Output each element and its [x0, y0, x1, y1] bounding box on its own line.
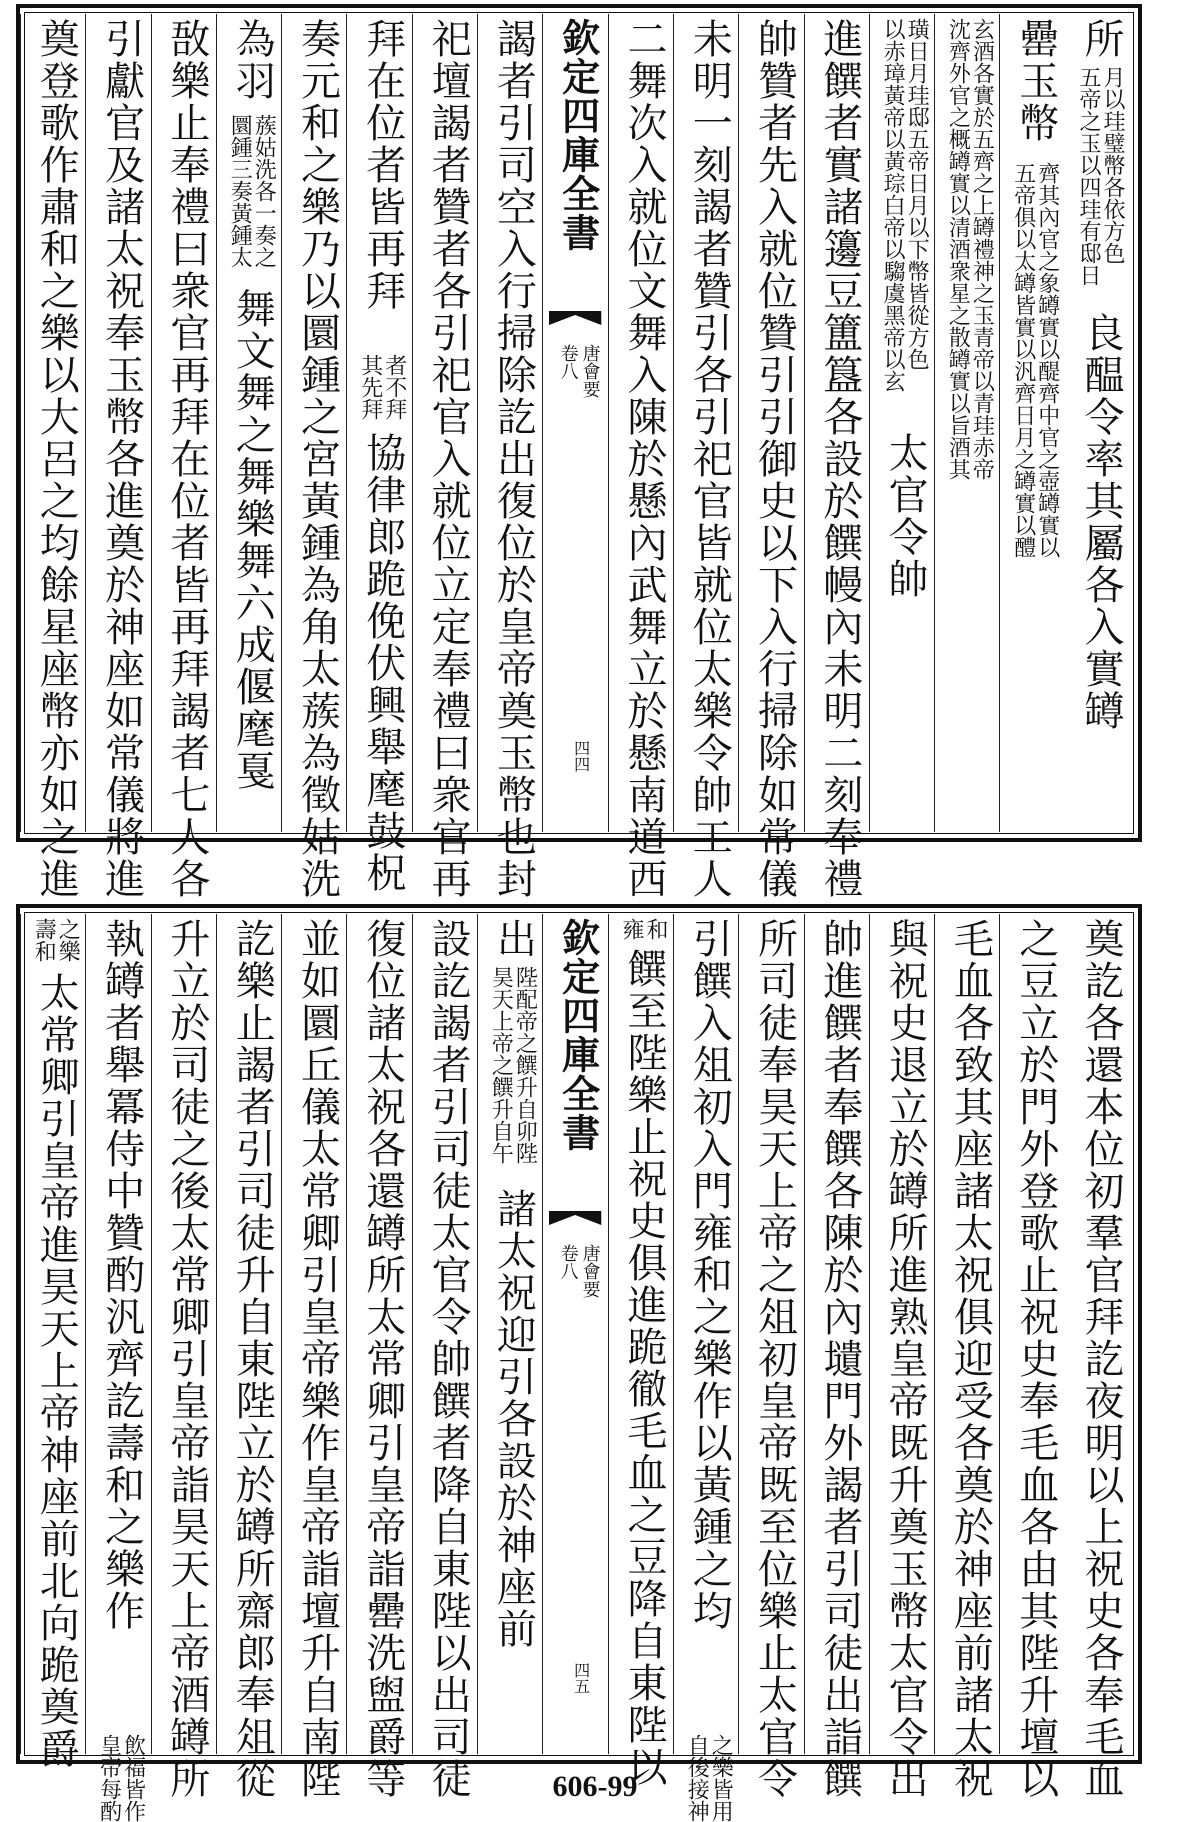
text-column: [85, 14, 150, 900]
text-column: [738, 914, 803, 1800]
main-text: 並如圜丘儀太常卿引皇帝樂作皇帝詣壇升自南陛: [294, 918, 341, 1800]
main-text: 奠訖各還本位初羣官拜訖夜明以上祝史各奉毛血: [1078, 918, 1124, 1800]
annotation-text: 陛配帝之饌升自卯陛: [512, 966, 538, 1164]
annotation-text: 以赤璋黃帝以黃琮白帝以騶虞黑帝以玄: [880, 18, 906, 392]
main-text: 執罇者舉冪侍中贊酌汎齊訖壽和之樂作: [98, 918, 145, 1632]
main-text: 引饌入俎初入門雍和之樂作以黃鍾之均: [686, 918, 733, 1632]
volume-title: 唐會要: [579, 344, 601, 398]
text-column: [85, 914, 150, 1822]
main-text: 之豆立於門外登歌止祝史奉毛血各由其陛升壇以: [1012, 918, 1059, 1800]
text-column: [216, 14, 281, 832]
annotation-text: 齊其內官之象罇實以醍齊中官之壺罇實以: [1034, 162, 1060, 558]
main-text: 設訖謁者引司徒太官令帥饌者降自東陛以出司徒: [425, 918, 472, 1800]
main-text: 太官令帥: [882, 432, 929, 600]
main-text: 升立於司徒之後太常卿引皇帝詣昊天上帝酒罇所: [163, 918, 210, 1800]
main-text: 訖樂止謁者引司徒升自東陛立於罇所齋郎奉俎從: [229, 918, 276, 1800]
annotation-text: 五帝俱以太罇皆實以汎齊日月之罇實以醴: [1010, 162, 1036, 558]
folio-number: 四五: [571, 1662, 591, 1694]
text-column: [804, 914, 869, 1800]
main-text: 敔樂止奉禮曰衆官再拜在位者皆再拜謁者七人各: [163, 18, 210, 900]
main-text: 帥贊者先入就位贊引引御史以下入行掃除如常儀: [751, 18, 798, 900]
main-text: 奠登歌作肅和之樂以大呂之均餘星座幣亦如之進: [33, 18, 80, 900]
main-text: 奏元和之樂乃以圜鍾之宮黃鍾為角太蔟為徵姑洗: [294, 18, 341, 900]
main-text: 拜在位者皆再拜: [359, 18, 406, 312]
main-text: 未明一刻謁者贊引各引祀官皆就位太樂令帥工人: [686, 18, 733, 900]
annotation-text: 雍: [618, 918, 644, 940]
annotation-text: 圜鍾三奏黃鍾太: [227, 114, 253, 268]
main-text: 良醖令率其屬各入實罇: [1078, 312, 1124, 732]
annotation-text: 之樂: [55, 918, 81, 962]
annotation-text: 自後接神: [684, 1734, 710, 1822]
text-column: [869, 14, 934, 832]
main-text: 進饌者實諸籩豆簠簋各設於饌幔內未明二刻奉禮: [816, 18, 863, 900]
main-text: 二舞次入就位文舞入陳於懸內武舞立於懸南道西: [620, 18, 667, 900]
main-text: 所: [1078, 18, 1124, 60]
text-column: [281, 14, 346, 900]
text-column: [804, 14, 869, 900]
center-margin: [542, 14, 607, 832]
annotation-text: 和: [642, 918, 668, 940]
main-text: 饌至陛樂止祝史俱進跪徹毛血之豆降自東陛以: [620, 948, 667, 1788]
text-column: [1065, 914, 1130, 1800]
text-column: [346, 14, 411, 894]
text-column: [999, 914, 1064, 1800]
center-margin: [542, 914, 607, 1754]
text-column: [673, 914, 738, 1822]
annotation-text: 其先拜: [357, 354, 383, 420]
annotation-text: 蔟姑洗各一奏之: [251, 114, 277, 268]
text-column: [346, 914, 411, 1800]
main-text: 毛血各致其座諸太祝俱迎受各奠於神座前諸太祝: [947, 918, 994, 1800]
text-column: [738, 14, 803, 900]
text-column: [934, 14, 999, 832]
text-column: [1065, 14, 1130, 832]
text-column: [281, 914, 346, 1800]
book-title: 欽定四庫全書: [555, 18, 601, 252]
main-text: 罍玉幣: [1012, 18, 1059, 144]
fishtail-mark: [549, 310, 601, 324]
main-text: 引獻官及諸太祝奉玉幣各進奠於神座如常儀將進: [98, 18, 145, 900]
main-text: 協律郎跪俛伏興舉麾鼓柷: [359, 432, 406, 894]
annotation-text: 璜日月珪邸五帝日月以下幣皆從方色: [904, 18, 930, 370]
chapter-label: 卷八: [557, 344, 579, 380]
fishtail-mark: [549, 1210, 601, 1224]
text-column: [151, 914, 216, 1800]
text-column: [999, 14, 1064, 832]
text-column: [869, 914, 934, 1800]
annotation-text: 沈齊外官之概罇實以清酒衆星之散罇實以旨酒其: [945, 18, 971, 480]
text-column: [477, 914, 542, 1754]
main-text: 復位諸太祝各還罇所太常卿引皇帝詣罍洗盥爵等: [359, 918, 406, 1800]
annotation-text: 飲福皆作: [120, 1734, 146, 1822]
annotation-text: 月以珪璧幣各依方色: [1100, 66, 1125, 264]
main-text: 出: [490, 918, 537, 960]
text-column: [412, 14, 477, 900]
text-column: [608, 14, 673, 900]
text-column: [216, 914, 281, 1800]
text-column: [20, 14, 85, 900]
main-text: 為羽: [229, 18, 276, 102]
main-text: 諸太祝迎引各設於神座前: [490, 1188, 537, 1650]
main-text: 所司徒奉昊天上帝之俎初皇帝既至位樂止太官令: [751, 918, 798, 1800]
main-text: 祀壇謁者贊者各引祀官入就位立定奉禮曰衆官再: [425, 18, 472, 900]
annotation-text: 昊天上帝之饌升自午: [488, 966, 514, 1164]
text-column: [151, 14, 216, 900]
main-text: 帥進饌者奉饌各陳於內壝門外謁者引司徒出詣饌: [816, 918, 863, 1800]
catalog-number: 606-99: [552, 1770, 638, 1803]
chapter-label: 卷八: [557, 1244, 579, 1280]
main-text: 太常卿引皇帝進昊天上帝神座前北向跪奠爵: [33, 972, 80, 1770]
annotation-text: 玄酒各實於五齊之上罇禮神之玉青帝以青珪赤帝: [969, 18, 995, 480]
text-column: [20, 914, 85, 1770]
annotation-text: 壽和: [31, 918, 57, 962]
text-column: [608, 914, 673, 1788]
top-page: [16, 4, 1142, 900]
text-column: [673, 14, 738, 900]
main-text: 舞文舞之舞樂舞六成偃麾戛: [229, 288, 276, 792]
main-text: 謁者引司空入行掃除訖出復位於皇帝奠玉幣也封: [490, 18, 537, 900]
text-column: [477, 14, 542, 900]
annotation-text: 之樂皆用: [708, 1734, 734, 1822]
annotation-text: 皇帝每酌: [96, 1734, 122, 1822]
book-title: 欽定四庫全書: [555, 918, 601, 1152]
text-column: [412, 914, 477, 1800]
volume-title: 唐會要: [579, 1244, 601, 1298]
text-column: [934, 914, 999, 1800]
annotation-text: 五帝之玉以四珪有邸日: [1076, 66, 1101, 286]
annotation-text: 者不拜: [381, 354, 407, 420]
main-text: 與祝史退立於罇所進熟皇帝既升奠玉幣太官令出: [882, 918, 929, 1800]
folio-number: 四四: [571, 740, 591, 772]
